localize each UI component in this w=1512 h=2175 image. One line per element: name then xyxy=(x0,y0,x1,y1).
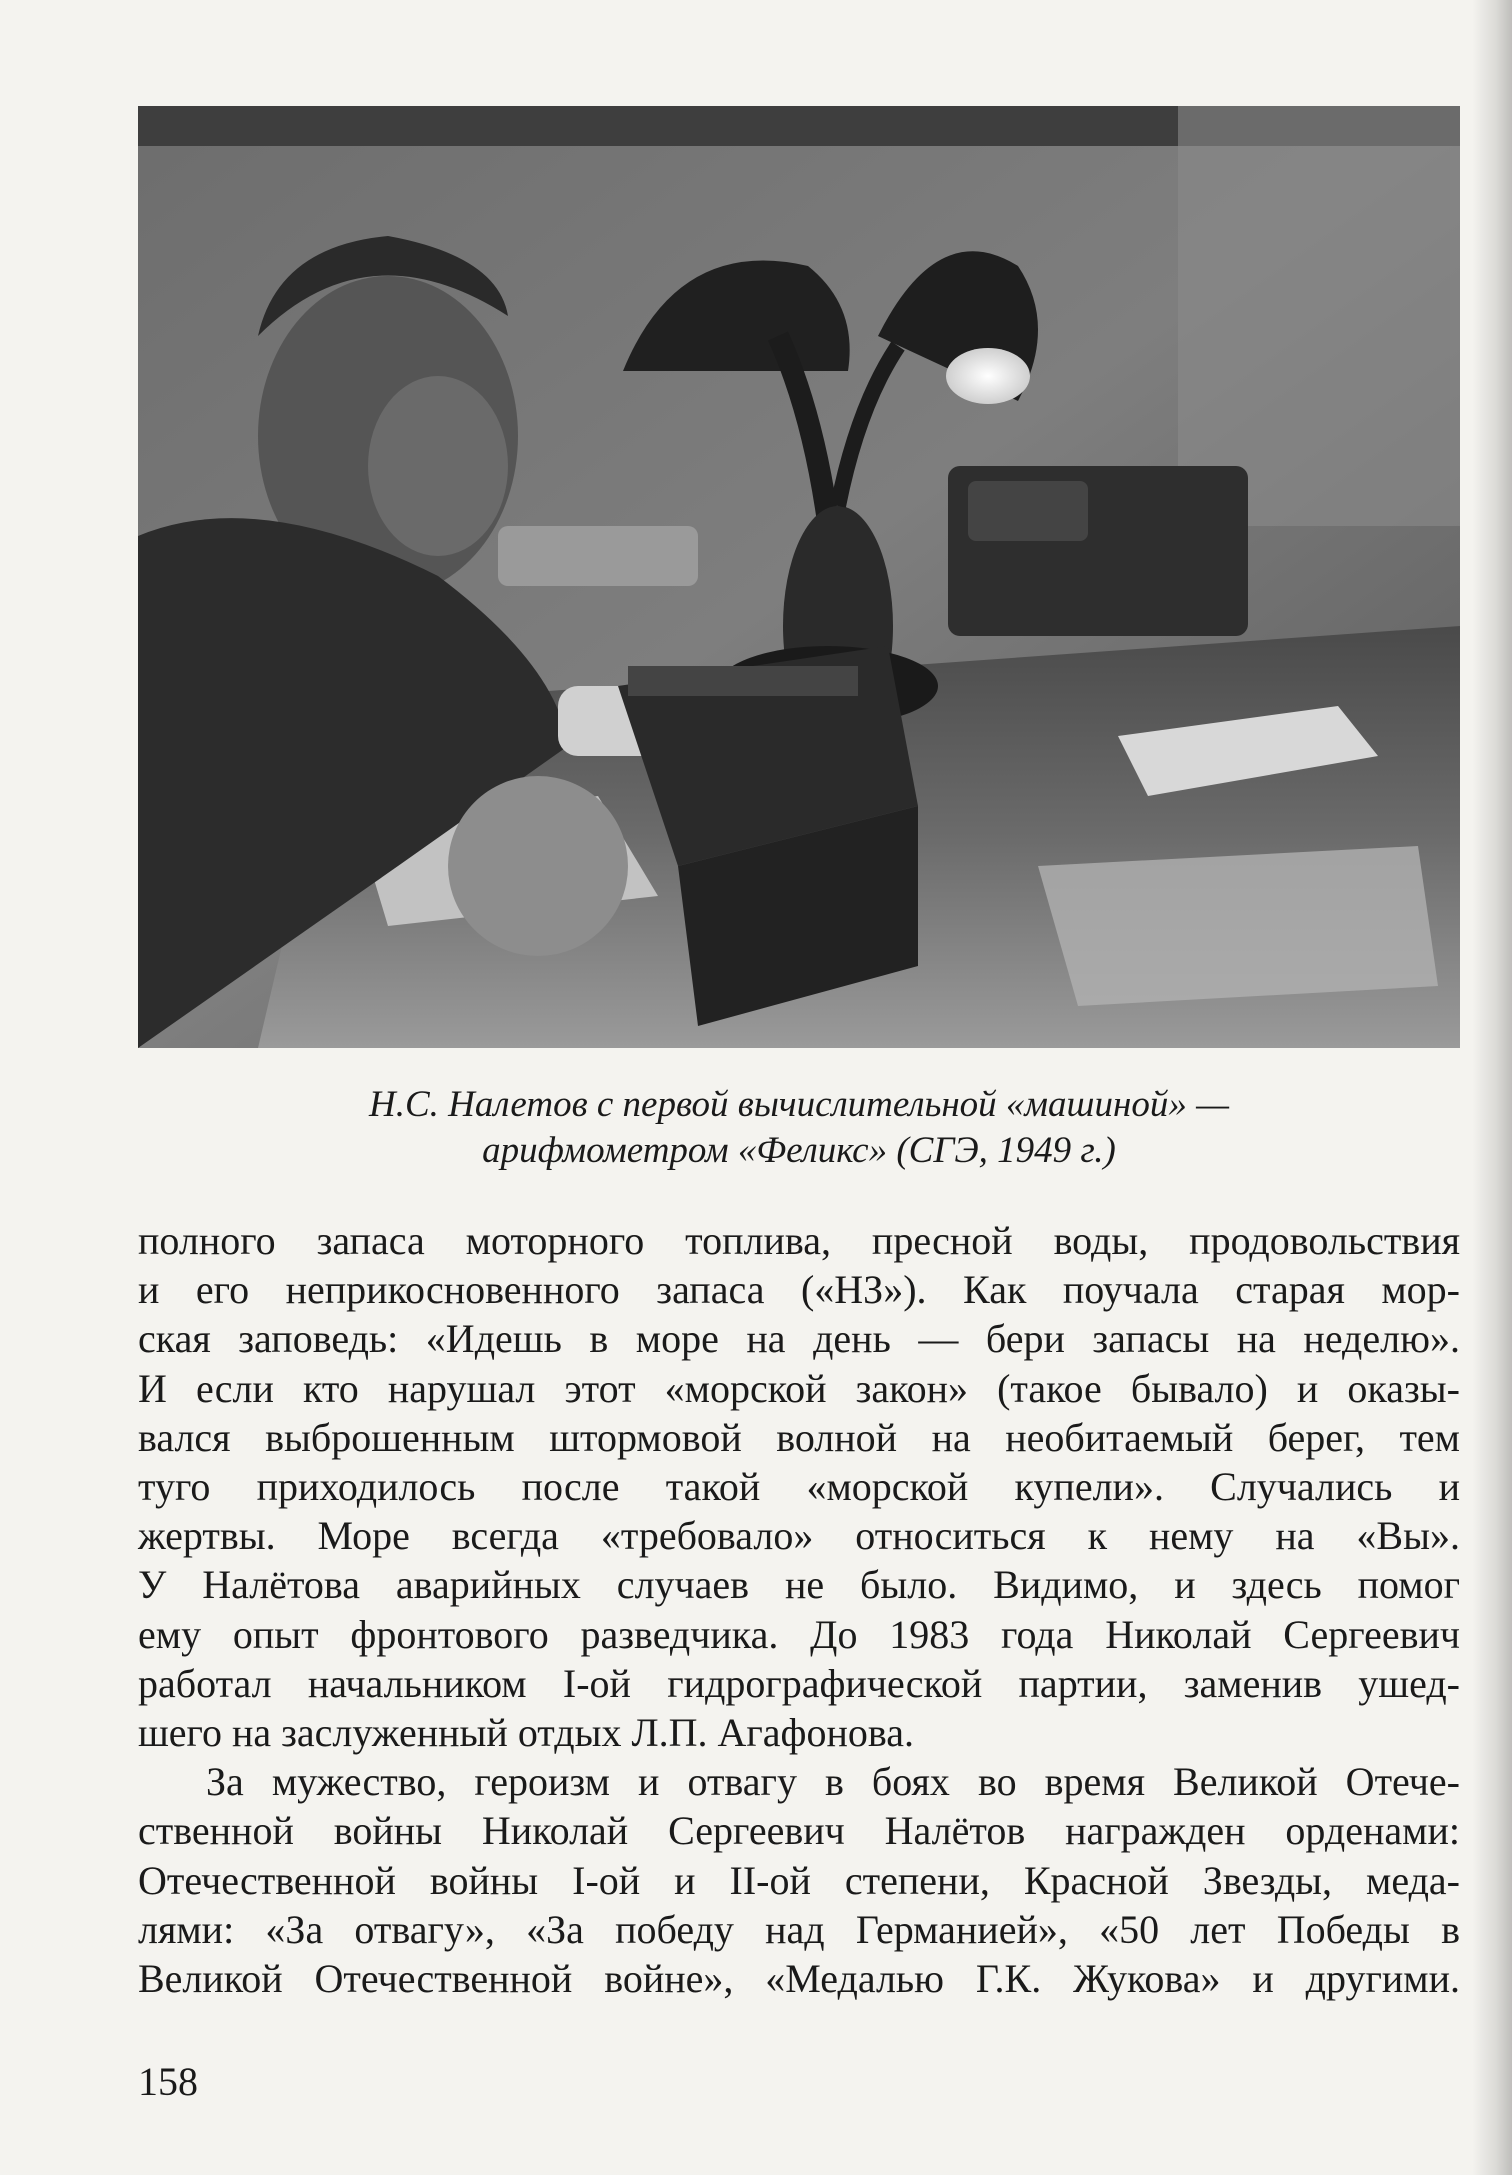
text-line: И если кто нарушал этот «морской закон» (такое бывало) и оказы- xyxy=(138,1365,1460,1411)
text-line: ему опыт фронтового разведчика. До 1983 года Николай Сергеевич xyxy=(138,1611,1460,1657)
text-line: вался выброшенным штормовой волной на необитаемый берег, тем xyxy=(138,1414,1460,1460)
text-line: За мужество, героизм и отвагу в боях во время Великой Отече- xyxy=(206,1759,1460,1805)
photo-caption xyxy=(138,1082,1460,1174)
page-spine-shadow xyxy=(1472,0,1512,2175)
historical-photo xyxy=(138,106,1460,1048)
caption-line: арифмометром «Феликс» (СГЭ, 1949 г.) xyxy=(482,1130,1116,1171)
text-line: У Налётова аварийных случаев не было. Видимо, и здесь помог xyxy=(138,1562,1460,1608)
caption-line: Н.С. Налетов с первой вычислительной «машиной» — xyxy=(369,1084,1229,1125)
page-number: 158 xyxy=(138,2059,198,2104)
text-line: жертвы. Море всегда «требовало» относиться к нему на «Вы». xyxy=(138,1513,1460,1559)
text-line: ственной войны Николай Сергеевич Налётов награжден орденами: xyxy=(138,1808,1460,1854)
text-line: шего на заслуженный отдых Л.П. Агафонова. xyxy=(138,1710,914,1756)
text-line: Великой Отечественной войне», «Медалью Г.К. Жукова» и другими. xyxy=(138,1956,1460,2002)
text-line: полного запаса моторного топлива, пресной воды, продовольствия xyxy=(138,1218,1460,1263)
body-text xyxy=(138,1216,1460,2003)
text-line: работал начальником I-ой гидрографической партии, заменив ушед- xyxy=(138,1660,1460,1706)
text-line: и его неприкосновенного запаса («НЗ»). Как поучала старая мор- xyxy=(138,1267,1460,1313)
text-line: Отечественной войны I-ой и II-ой степени, Красной Звезды, меда- xyxy=(138,1857,1460,1903)
text-line: лями: «За отвагу», «За победу над Германией», «50 лет Победы в xyxy=(138,1906,1460,1952)
text-line: туго приходилось после такой «морской купели». Случались и xyxy=(138,1464,1460,1510)
text-line: ская заповедь: «Идешь в море на день — бери запасы на неделю». xyxy=(138,1316,1460,1362)
